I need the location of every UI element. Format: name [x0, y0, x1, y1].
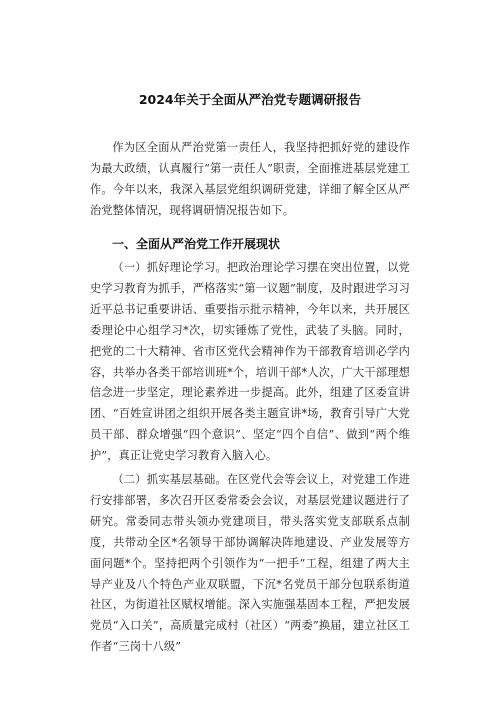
- intro-paragraph: 作为区全面从严治党第一责任人，我坚持把抓好党的建设作为最大政绩，认真履行“第一责任人”职责，全面推进基层党建工作。今年以来，我深入基层党组织调研党建，详细了解全区从严治党整体情况，现将调研情况报告如下。: [90, 141, 410, 217]
- paragraph-theory-study: （一）抓好理论学习。把政治理论学习摆在突出位置，以党史学习教育为抓手，严格落实“第一议题”制度，及时跟进学习习近平总书记重要讲话、重要指示批示精神，今年以来，共开展区委理论中心组学习*次，切实锤炼了党性，武装了头脑。同时，把党的二十大精神、省市区党代会精神作为干部教育培训必学内容，共举办各类干部培训班*个，培训干部*人次，广大干部理想信念进一步坚定，理论素养进一步提高。此外，组建了区委宣讲团、“百姓宣讲团之组织开展各类主题宣讲*场，教育引导广大党员干部、群众增强“四个意识”、坚定“四个自信”、做到“两个维护”，真正让党史学习教育入脑入心。: [90, 261, 410, 463]
- paragraph-grassroots-foundation: （二）抓实基层基础。在区党代会等会议上，对党建工作进行安排部署，多次召开区委常委会会议，对基层党建议题进行了研究。常委同志带头领办党建项目，带头落实党支部联系点制度，共带动全区*名领导干部协调解决阵地建设、产业发展等方面问题*个。坚持把两个引领作为“一把手”工程，组建了两大主导产业及八个特色产业双联盟，下沉*名党员干部分包联系街道社区，为街道社区赋权增能。深入实施强基固本工程，严把发展党员“入口关”，高质量完成村（社区）“两委”换届，建立社区工作者“三岗十八级”: [90, 473, 410, 654]
- document-title: 2024年关于全面从严治党专题调研报告: [138, 92, 362, 107]
- section-heading: 一、全面从严治党工作开展现状: [112, 237, 281, 251]
